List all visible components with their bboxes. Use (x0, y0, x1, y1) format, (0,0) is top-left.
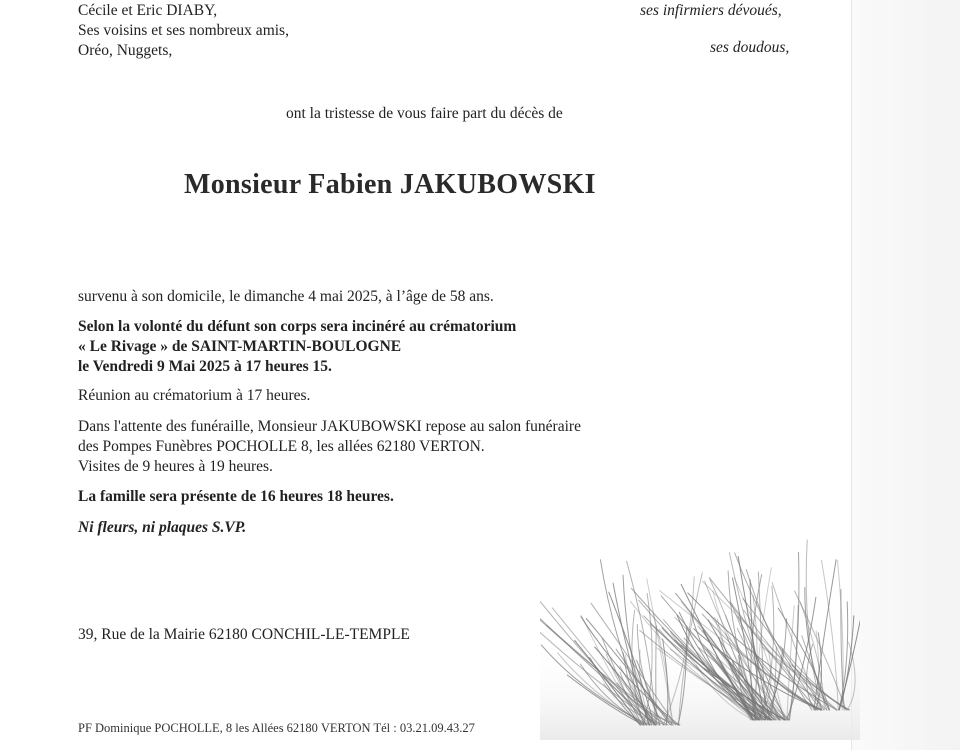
header-right-line-1: ses infirmiers dévoués, (640, 2, 782, 19)
address: 39, Rue de la Mairie 62180 CONCHIL-LE-TEMPLE (78, 626, 410, 643)
dune-grass-image (540, 470, 860, 740)
header-left-line-1: Cécile et Eric DIABY, (78, 2, 218, 19)
wake-line-3: Visites de 9 heures à 19 heures. (78, 458, 273, 475)
no-flowers-note: Ni fleurs, ni plaques S.VP. (78, 519, 247, 536)
wake-line-2: des Pompes Funèbres POCHOLLE 8, les allées 62180 VERTON. (78, 438, 485, 455)
death-info: survenu à son domicile, le dimanche 4 mai 2025, à l’âge de 58 ans. (78, 288, 494, 305)
header-right-line-2: ses doudous, (710, 39, 790, 56)
page-edge (851, 0, 960, 750)
reunion: Réunion au crématorium à 17 heures. (78, 387, 311, 404)
header-left-line-2: Ses voisins et ses nombreux amis, (78, 22, 289, 39)
cremation-line-1: Selon la volonté du défunt son corps sera incinéré au crématorium (78, 318, 517, 335)
wake-line-1: Dans l'attente des funéraille, Monsieur JAKUBOWSKI repose au salon funéraire (78, 418, 581, 435)
family-presence: La famille sera présente de 16 heures 18 heures. (78, 488, 394, 505)
announcement: ont la tristesse de vous faire part du décès de (286, 105, 563, 122)
deceased-name: Monsieur Fabien JAKUBOWSKI (184, 169, 596, 200)
cremation-line-2: « Le Rivage » de SAINT-MARTIN-BOULOGNE (78, 338, 402, 355)
footer-funeral-home: PF Dominique POCHOLLE, 8 les Allées 62180 VERTON Tél : 03.21.09.43.27 (78, 721, 475, 735)
cremation-line-3: le Vendredi 9 Mai 2025 à 17 heures 15. (78, 358, 332, 375)
header-left-line-3: Oréo, Nuggets, (78, 42, 173, 59)
